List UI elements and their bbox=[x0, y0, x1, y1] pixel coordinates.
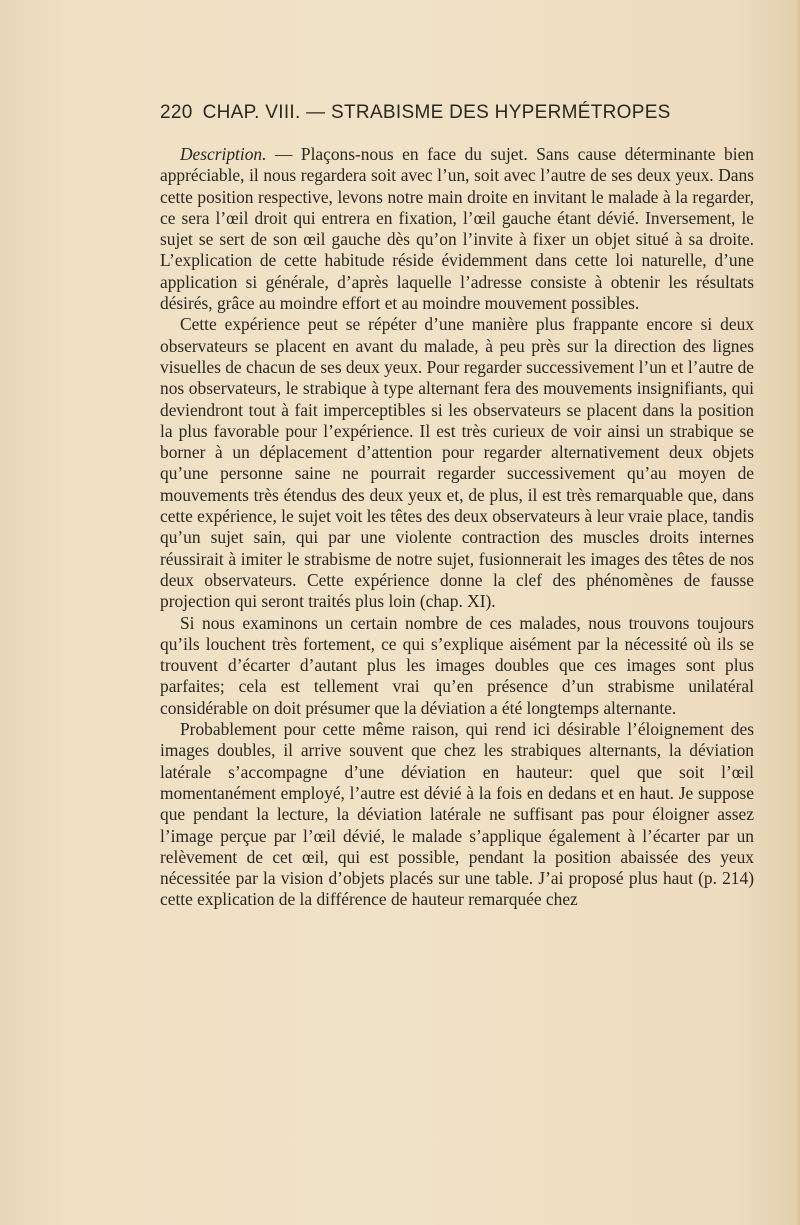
page-number: 220 bbox=[160, 102, 193, 123]
running-header bbox=[160, 102, 756, 124]
section-lead: Description. bbox=[180, 144, 267, 164]
paragraph: Probablement pour cette même raison, qui rend ici désirable l’éloignement des images doubles, il arrive souvent que chez les strabiques alternants, la déviation latérale s’accompagne d’une déviation en hauteur: quel que soit l’œil momentanément employé, l’autre est dévié à la fois en dedans et en haut. Je suppose que pendant la lecture, la déviation latérale ne suffisant pas pour éloigner assez l’image perçue par l’œil dévié, le malade s’applique également à l’écarter par un relèvement de cet œil, qui est possible, pendant la position abaissée des yeux nécessitée par la vision d’objets placés sur une table. J’ai proposé plus haut (p. 214) cette explication de la différence de hauteur remarquée chez bbox=[160, 719, 754, 910]
body-text bbox=[160, 144, 754, 911]
paragraph: Si nous examinons un certain nombre de ces malades, nous trouvons toujours qu’ils louchent très fortement, ce qui s’explique aisément par la nécessité où ils se trouvent d’écarter d’autant plus les images doubles que ces images sont plus parfaites; cela est tellement vrai qu’en présence d’un strabisme unilatéral considérable on doit présumer que la déviation a été longtemps alternante. bbox=[160, 612, 754, 718]
running-title: CHAP. VIII. — STRABISME DES HYPERMÉTROPES bbox=[202, 102, 671, 123]
paragraph-text: — Plaçons-nous en face du sujet. Sans cause déterminante bien appréciable, il nous regardera soit avec l’un, soit avec l’autre de ses deux yeux. Dans cette position respective, levons notre main droite en invitant le malade à la regarder, ce sera l’œil droit qui entrera en fixation, l’œil gauche étant dévié. Inversement, le sujet se sert de son œil gauche dès qu’on l’invite à fixer un objet situé à sa droite. L’explication de cette habitude réside évidemment dans cette loi naturelle, d’une application si générale, d’après laquelle l’adresse consiste à obtenir les résultats désirés, grâce au moindre effort et au moindre mouvement possibles. bbox=[160, 144, 754, 314]
paragraph: Cette expérience peut se répéter d’une manière plus frappante encore si deux observateurs se placent en avant du malade, à peu près sur la direction des lignes visuelles de chacun de ses deux yeux. Pour regarder successivement l’un et l’autre de nos observateurs, le strabique à type alternant fera des mouvements insignifiants, qui deviendront tout à fait imperceptibles si les observateurs se placent dans la position la plus favorable pour l’expérience. Il est très curieux de voir ainsi un strabique se borner à un déplacement d’attention pour regarder alternativement deux objets qu’une personne saine ne pourrait regarder successivement qu’au moyen de mouvements très étendus des deux yeux et, de plus, il est très remarquable que, dans cette expérience, le sujet voit les têtes des deux observateurs à leur vraie place, tandis qu’un sujet sain, qui par une violente contraction des muscles droits internes réussirait à imiter le strabisme de notre sujet, fusionnerait les images des têtes de nos deux observateurs. Cette expérience donne la clef des phénomènes de fausse projection qui seront traités plus loin (chap. XI). bbox=[160, 314, 754, 612]
page-edge bbox=[794, 0, 800, 1225]
paragraph bbox=[160, 144, 754, 314]
